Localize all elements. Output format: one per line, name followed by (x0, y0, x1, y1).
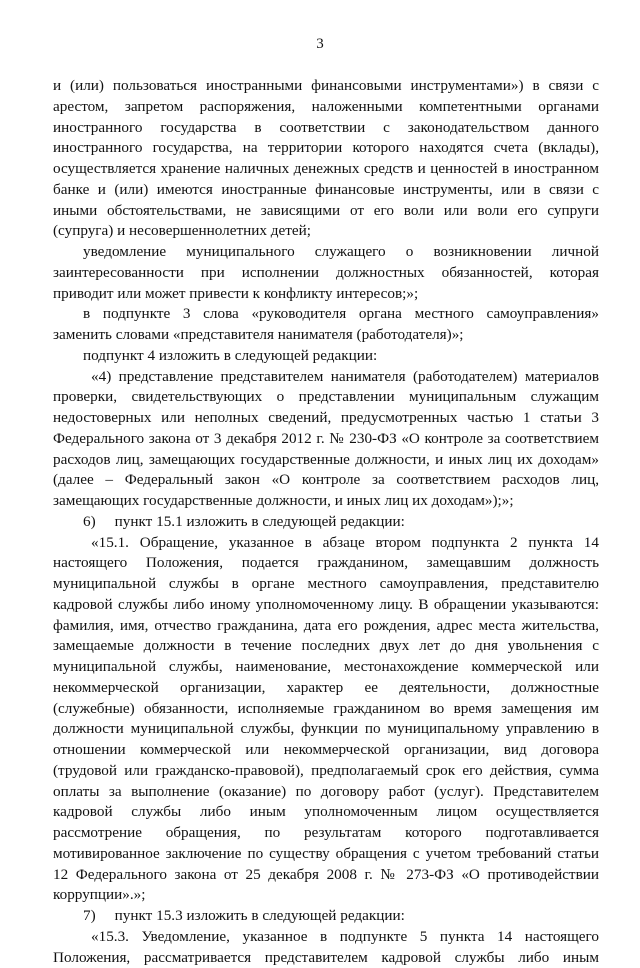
text-line: Положения, рассматривается представителем кадровой службы либо иным (53, 948, 599, 968)
text-line: и (или) пользоваться иностранными финансовыми инструментами») в связи с (53, 76, 599, 97)
text-line: кадровой службы либо иным уполномоченным лицом осуществляется (53, 802, 599, 823)
text-line: иностранного государства, на территории которого находятся счета (вклады), (53, 138, 599, 159)
text-line: расходов лиц, замещающих государственные должности, и иных лиц их доходам» (53, 450, 599, 471)
text-line: настоящего Положения, подается гражданином, замещавшим должность (53, 553, 599, 574)
text-line: мотивированное заключение по существу обращения с учетом требований статьи (53, 844, 599, 865)
text-line: муниципальной службы, наименование, местонахождение коммерческой или (53, 657, 599, 678)
text-line: должности муниципальной службы, функции по муниципальному управлению в (53, 719, 599, 740)
text-line: рассмотрение обращения, по результатам которого подготавливается (53, 823, 599, 844)
text-line: замещаемые должности в течение последних двух лет до дня увольнения с (53, 636, 599, 657)
text-line: (трудовой или гражданско-правовой), предполагаемый срок его действия, сумма (53, 761, 599, 782)
text-line: заинтересованности при исполнении должностных обязанностей, которая (53, 263, 599, 284)
text-line: (далее – Федеральный закон «О контроле за соответствием расходов лиц, (53, 470, 599, 491)
text-line: коррупции».»; (53, 885, 599, 906)
text-line: 12 Федерального закона от 25 декабря 2008 г. № 273-ФЗ «О противодействии (53, 865, 599, 886)
text-line: проверки, свидетельствующих о представлении муниципальным служащим (53, 387, 599, 408)
text-line: «15.1. Обращение, указанное в абзаце втором подпункта 2 пункта 14 (53, 533, 599, 554)
page-number: 3 (0, 34, 640, 55)
text-line: муниципальной службы в органе местного самоуправления, представителю (53, 574, 599, 595)
text-line: «4) представление представителем нанимателя (работодателем) материалов (53, 367, 599, 388)
text-line: уведомление муниципального служащего о возникновении личной (53, 242, 599, 263)
text-line: некоммерческой организации, характер ее деятельности, должностные (53, 678, 599, 699)
text-line: иностранного государства в соответствии с законодательством данного (53, 118, 599, 139)
text-line: осуществляется хранение наличных денежных средств и ценностей в иностранном (53, 159, 599, 180)
text-line: банке и (или) имеются иностранные финансовые инструменты, или в связи с (53, 180, 599, 201)
text-line: (служебные) обязанности, исполняемые гражданином во время замещения им (53, 699, 599, 720)
text-line: заменить словами «представителя нанимателя (работодателя)»; (53, 325, 599, 346)
document-body (53, 76, 599, 968)
text-line: фамилия, имя, отчество гражданина, дата его рождения, адрес места жительства, (53, 616, 599, 637)
text-line: оплаты за выполнение (оказание) по договору работ (услуг). Представителем (53, 782, 599, 803)
text-line: 6) пункт 15.1 изложить в следующей редакции: (53, 512, 599, 533)
text-line: недостоверных или неполных сведений, предусмотренных частью 1 статьи 3 (53, 408, 599, 429)
text-line: (супруга) и несовершеннолетних детей; (53, 221, 599, 242)
text-line: Федерального закона от 3 декабря 2012 г. № 230-ФЗ «О контроле за соответствием (53, 429, 599, 450)
text-line: иными обстоятельствами, не зависящими от его воли или воли его супруги (53, 201, 599, 222)
text-line: в подпункте 3 слова «руководителя органа местного самоуправления» (53, 304, 599, 325)
text-line: приводит или может привести к конфликту интересов;»; (53, 284, 599, 305)
text-line: кадровой службы либо иному уполномоченному лицу. В обращении указываются: (53, 595, 599, 616)
text-line: подпункт 4 изложить в следующей редакции: (53, 346, 599, 367)
text-line: арестом, запретом распоряжения, наложенными компетентными органами (53, 97, 599, 118)
text-line: отношении коммерческой или некоммерческой организации, вид договора (53, 740, 599, 761)
text-line: замещающих государственные должности, и иных лиц их доходам»);»; (53, 491, 599, 512)
text-line: «15.3. Уведомление, указанное в подпункте 5 пункта 14 настоящего (53, 927, 599, 948)
text-line: 7) пункт 15.3 изложить в следующей редакции: (53, 906, 599, 927)
